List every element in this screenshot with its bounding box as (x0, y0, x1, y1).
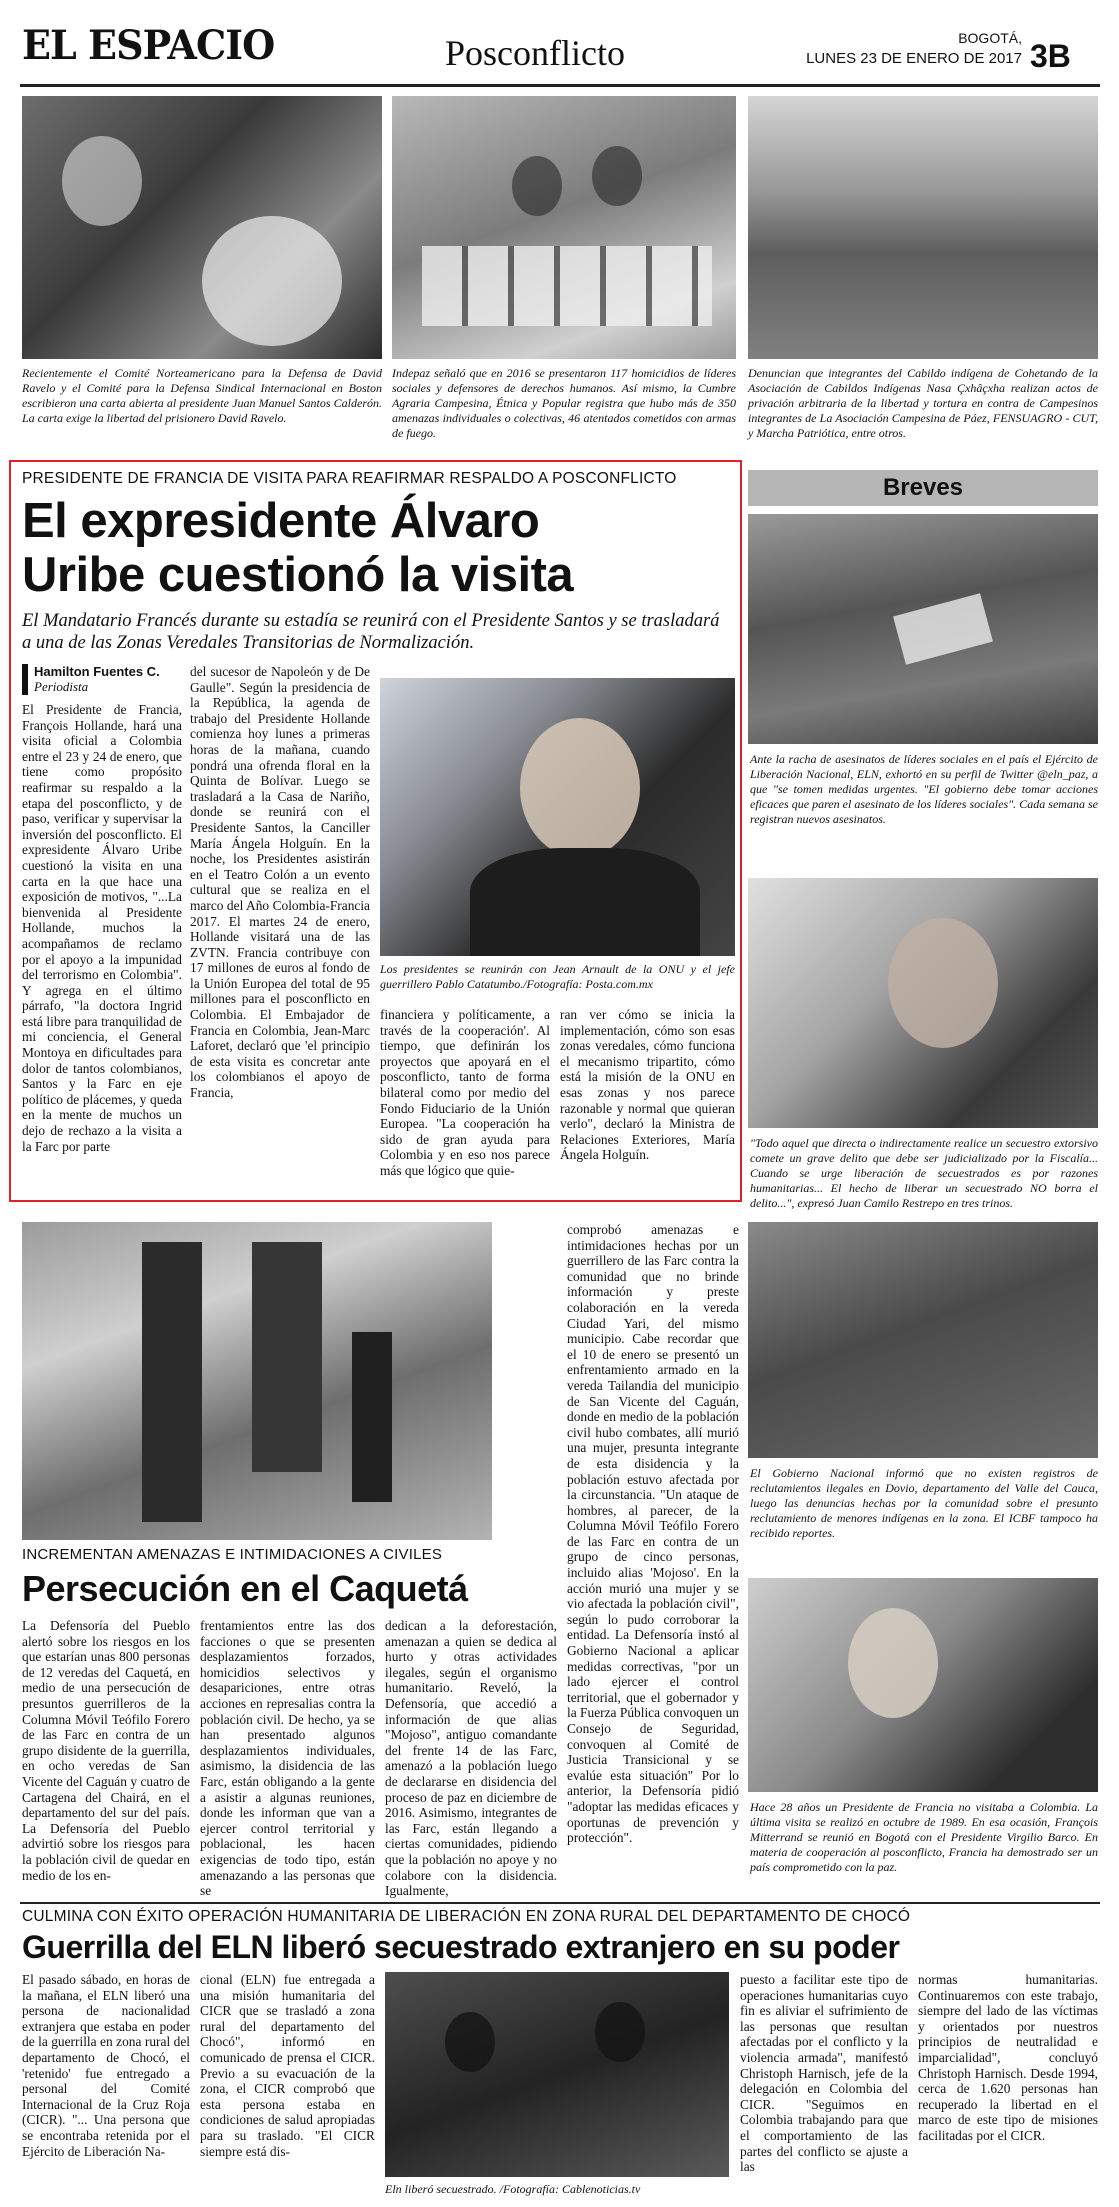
eln-kicker: CULMINA CON ÉXITO OPERACIÓN HUMANITARIA DE LIBERACIÓN EN ZONA RURAL DEL DEPARTAMENTO DE CHOCÓ (22, 1908, 911, 1925)
breves-header (748, 470, 1098, 506)
main-deck: El Mandatario Francés durante su estadía se reunirá con el Presidente Santos y se trasladará a una de las Zonas Veredales Transitorias de Normalización. (22, 611, 720, 653)
eln-col-3: puesto a facilitar este tipo de operaciones humanitarias cuyo fin es aliviar el sufrimiento de las personas que resultan afectadas por el conflicto y la violencia armada", manifestó Christoph Harnisch, jefe de la delegación en Colombia del CICR. "Seguimos en Colombia trabajando para que el comportamiento de las partes del conflicto se ajuste a las (740, 1972, 908, 2175)
eln-col-1: El pasado sábado, en horas de la mañana, el ELN liberó una persona de nacionalidad extranjera que estaba en poder de la guerrilla en zona rural del departamento de Chocó, el 'retenido' fue entregado a personal del Comité Internacional de la Cruz Roja (CICR). "... Una persona que se encontraba retenida por el Ejército de Liberación Na- (22, 1972, 190, 2159)
caption-indepaz: Indepaz señaló que en 2016 se presentaron 117 homicidios de líderes sociales y defensores de derechos humanos. Así mismo, la Cumbre Agraria Campesina, Étnica y Popular registra que hubo más de 350 amenazas individuales o colectivas, 46 atentados cometidos con armas de fuego. (392, 366, 736, 440)
breves-title: Breves (882, 474, 964, 501)
byline-role: Periodista (34, 679, 89, 694)
caqueta-col-1: La Defensoría del Pueblo alertó sobre los riesgos en los que estarían unas 800 personas de 12 veredas del Caquetá, en medio de una persecución de presuntos guerrilleros de la Columna Móvil Teófilo Forero de las Farc en contra de un grupo disidente de la guerrilla, en ocho veredas de San Vicente del Caguán y cuatro de Cartagena del Chairá, en el departamento del sur del país. La Defensoría del Pueblo advirtió sobre los riesgos para la población civil de quedar en medio de los en- (22, 1618, 190, 1883)
page-number: 3B (1030, 38, 1071, 74)
caption-breves-dovio: El Gobierno Nacional informó que no existen registros de reclutamientos ilegales en Dovio, departamento del Valle del Cauca, luego las denuncias hechas por la comunidad sobre el presunto reclutamiento de menores indígenas en la zona. El ICBF tampoco ha recibido reportes. (750, 1466, 1098, 1540)
caqueta-col-4: comprobó amenazas e intimidaciones hechas por un guerrillero de las Farc contra la comunidad que no brinde información y preste colaboración en la vereda Ciudad Yari, del mismo municipio. Cabe recordar que el 10 de enero se presentó un enfrentamiento armado en la vereda Tailandia del municipio de San Vicente del Caguán, donde en medio de la población civil hubo combates, allí murió una mujer, presunta integrante de esta disidencia y la población estuvo afectada por la circunstancia. "Un ataque de hombres, al parecer, de la Columna Móvil Teófilo Forero de las Farc en contra de un grupo de cinco personas, incluido alias 'Mojoso'. En la acción murió una mujer y se vio afectada la población civil", según lo pudo corroborar la entidad. La Defensoría instó al Gobierno Nacional a aplicar medidas correctivas, "por un lado ejercer el control territorial, que el gobernador y la Fuerza Pública convoquen un Consejo de Seguridad, convoquen al Comité de Justicia Transicional y se evalúe esta situación" Por lo anterior, la Defensoría pidió "adoptar las medidas eficaces y oportunas de prevención y protección". (567, 1222, 739, 1846)
eln-col-2: cional (ELN) fue entregada a una misión humanitaria del CICR que se trasladó a zona rural del departamento del Chocó", informó en comunicado de prensa el CICR. Previo a su evacuación de la zona, el CICR comprobó que esta persona estaba en condiciones de salud apropiadas para su traslado. "El CICR siempre está dis- (200, 1972, 375, 2159)
main-kicker: PRESIDENTE DE FRANCIA DE VISITA PARA REAFIRMAR RESPALDO A POSCONFLICTO (22, 470, 677, 487)
photo-indepaz (392, 96, 736, 359)
dateline-date: LUNES 23 DE ENERO DE 2017 (806, 50, 1022, 67)
caqueta-col-3: dedican a la deforestación, amenazan a quien se dedica al hurto y otras actividades ilegales, según el organismo humanitario. Reveló, la Defensoría, que accedió a información de que alias "Mojoso", antiguo comandante del frente 14 de las Farc, amenazó a la población luego de declararse en disidencia del proceso de paz en diciembre de 2016. Asimismo, integrantes de las Farc, están llegando a ciertas comunidades, pidiendo que la población no apoye y no colabore con la disidencia. Igualmente, (385, 1618, 557, 1899)
caqueta-col-2: frentamientos entre las dos facciones o que se presenten desplazamientos forzados, homicidios selectivos y desapariciones, entre otras acciones en represalias contra la población civil. De hecho, ya se han presentado algunos desplazamientos individuales, asimismo, la disidencia de las Farc, están obligando a la gente a asistir a algunas reuniones, donde les informan que van a ejercer control territorial y poblacional, les hacen exigencias de todo tipo, están amenazando a las personas que se (200, 1618, 375, 1899)
masthead (0, 0, 1119, 88)
byline (22, 664, 182, 695)
main-col-2: del sucesor de Napoleón y de De Gaulle". Según la presidencia de la República, la agenda de trabajo del Presidente Hollande comienza hoy lunes a primeras horas de la mañana, cuando pondrá una ofrenda floral en la Quinta de Bolívar. Luego se trasladará a la Casa de Nariño, donde se reunirá con el Presidente Santos, la Canciller María Ángela Holguín. En la noche, los Presidentes asistirán en el Teatro Colón a un evento cultural que se realiza en el marco del Año Colombia-Francia 2017. El martes 24 de enero, Hollande visitará una de las ZVTN. Francia contribuye con 17 millones de euros al fondo de la Unión Europea del total de 95 millones para el posconflicto en Colombia. El Embajador de Francia en Colombia, Jean-Marc Laforet, declaró que 'el principio de esta visita es concretar ante los colombianos el apoyo de Francia, (190, 664, 370, 1101)
main-headline-line1: El expresidente Álvaro (22, 494, 540, 548)
photo-breves-guerrilla (748, 1222, 1098, 1458)
photo-eln (385, 1972, 729, 2177)
eln-col-4: normas humanitarias. Continuaremos con este trabajo, siempre del lado de las víctimas y orientados por nuestros principios de neutralidad e imparcialidad", concluyó Christoph Harnisch. Desde 1994, cerca de 1.620 personas han recuperado la libertad en el marco de este tipo de misiones facilitadas por el CICR. (918, 1972, 1098, 2143)
photo-breves-funeral (748, 514, 1098, 744)
caption-breves-mitterrand: Hace 28 años un Presidente de Francia no visitaba a Colombia. La última visita se realizó en octubre de 1989. En esa ocasión, François Mitterrand se reunió en Bogotá con el Presidente Virgilio Barco. En materia de cooperación al posconflicto, Francia ha demostrado ser un país comprometido con la paz. (750, 1800, 1098, 1874)
byline-name: Hamilton Fuentes C. (34, 664, 160, 679)
paper-logo: EL ESPACIO (22, 22, 275, 69)
caption-ravelo: Recientemente el Comité Norteamericano para la Defensa de David Ravelo y el Comité para la Defensa Sindical Internacional en Boston escribieron una carta abierta al presidente Juan Manuel Santos Calderón. La carta exige la libertad del prisionero David Ravelo. (22, 366, 382, 425)
photo-cabildo (748, 96, 1098, 359)
eln-headline: Guerrilla del ELN liberó secuestrado extranjero en su poder (22, 1929, 900, 1965)
main-col-3: financiera y políticamente, a través de la cooperación'. Al tiempo, que definirán los proyectos que apoyará en el posconflicto, tanto de forma bilateral como por medio del Fondo Fiduciario de la Unión Europea. "La cooperación ha sido de gran ayuda para Colombia y en eso nos parece más que lógico que quie- (380, 1007, 550, 1178)
caption-eln: Eln liberó secuestrado. /Fotografía: Cablenoticias.tv (385, 2182, 641, 2196)
eln-top-rule (20, 1902, 1100, 1904)
masthead-rule (20, 84, 1100, 87)
photo-breves-restrepo (748, 878, 1098, 1128)
main-headline-line2: Uribe cuestionó la visita (22, 548, 574, 602)
photo-ravelo (22, 96, 382, 359)
caption-breves-restrepo: "Todo aquel que directa o indirectamente realice un secuestro extorsivo comete un grave delito que debe ser judicializado por la Fiscalía... Cuando se urge liberación de secuestrados es por razones humanitarias... El hecho de liberar un secuestrado NO borra el delito...", expresó Juan Camilo Restrepo en tres trinos. (750, 1136, 1098, 1210)
caqueta-headline: Persecución en el Caquetá (22, 1568, 468, 1609)
caption-hollande: Los presidentes se reunirán con Jean Arnault de la ONU y el jefe guerrillero Pablo Catatumbo./Fotografía: Posta.com.mx (380, 962, 735, 991)
photo-breves-mitterrand (748, 1578, 1098, 1792)
main-col-1: El Presidente de Francia, François Hollande, hará una visita oficial a Colombia entre el 23 y 24 de enero, que tiene como propósito reafirmar su respaldo a la etapa del posconflicto, y de paso, verificar y supervisar la inversión del posconflicto. El expresidente Álvaro Uribe cuestionó la visita en una carta en la que hace una exposición de motivos, "...La bienvenida al Presidente Hollande, muchos la acompañamos de reclamo por el apoyo a la impunidad del terrorismo en Colombia". Y agrega en el último párrafo, "la doctora Ingrid está libre para tranquilidad de mi conciencia, el General Montoya en dificultades para dolor de tantos colombianos, Santos y la Farc en eje político de plácemes, y queda en la mente de muchos un dejo de rechazo a la visita a la Farc por parte (22, 702, 182, 1154)
caqueta-kicker: INCREMENTAN AMENAZAS E INTIMIDACIONES A CIVILES (22, 1546, 443, 1563)
section-title: Posconflicto (445, 33, 625, 73)
main-col-4: ran ver cómo se inicia la implementación, cómo son esas zonas veredales, cómo funciona el mecanismo tripartito, cómo está la misión de la ONU en esas zonas y nos parece razonable y normal que quieran verlo", declaró la Ministra de Relaciones Exteriores, María Ángela Holguín. (560, 1007, 735, 1163)
caption-breves-eln: Ante la racha de asesinatos de líderes sociales en el país el Ejército de Liberación Nacional, ELN, exhortó en su perfil de Twitter @eln_paz, a que "se tomen medidas urgentes. "El gobierno debe tomar acciones eficaces que paren el asesinato de los líderes sociales". Cada semana se registran nuevos asesinatos. (750, 752, 1098, 826)
photo-caqueta-boots (22, 1222, 492, 1540)
caption-cabildo: Denuncian que integrantes del Cabildo indígena de Cohetando de la Asociación de Cabildos Indígenas Nasa Çxhâçxha realizan actos de privación arbitraria de la libertad y tortura en contra de Campesinos integrantes de La Asociación Campesina de Páez, FENSUAGRO - CUT, y Marcha Patriótica, entre otros. (748, 366, 1098, 440)
dateline-city: BOGOTÁ, (958, 30, 1022, 46)
photo-hollande (380, 678, 735, 956)
